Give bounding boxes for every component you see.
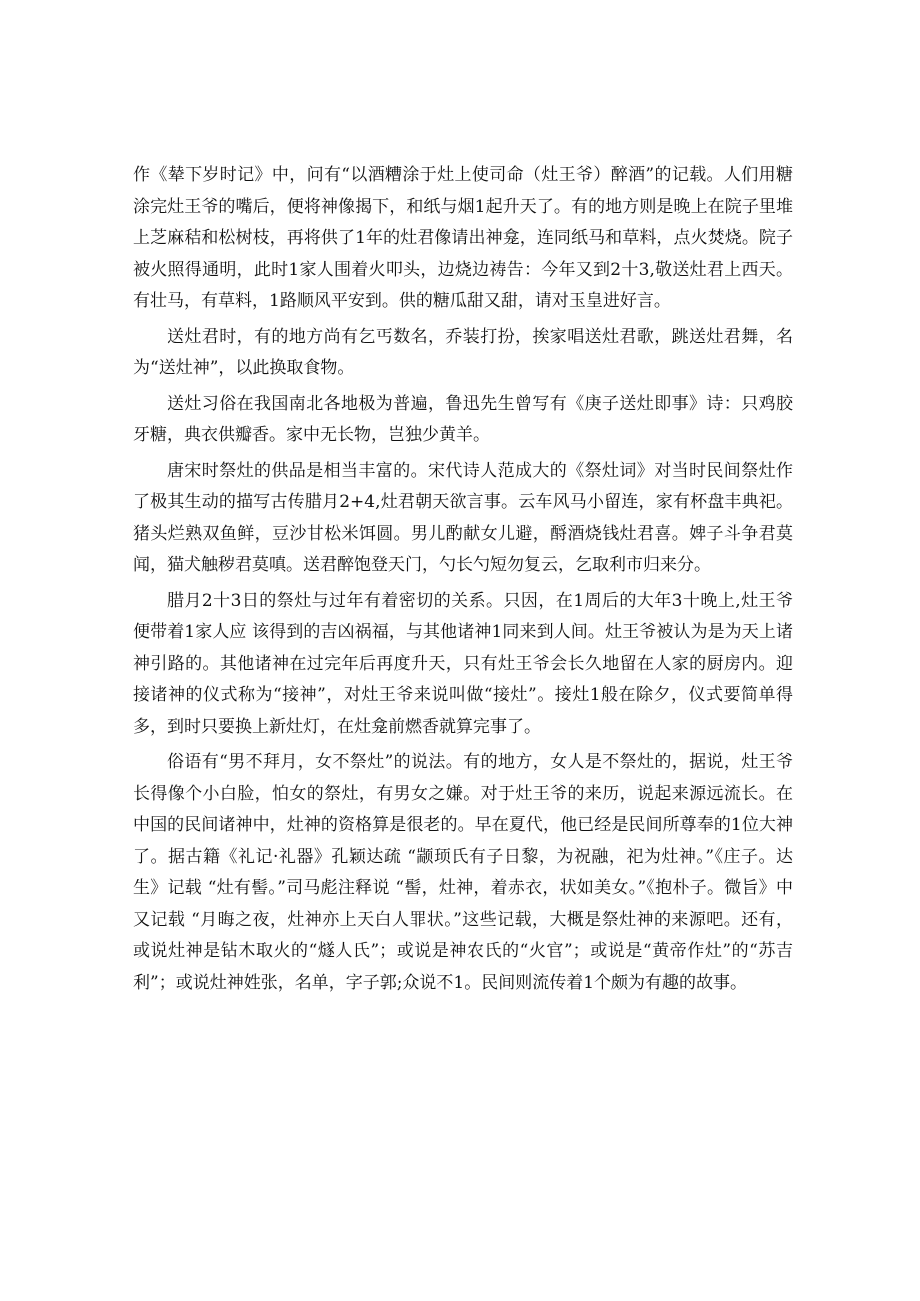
document-page bbox=[133, 160, 793, 1003]
paragraph-tang-song-offerings: 唐宋时祭灶的供品是相当丰富的。宋代诗人范成大的《祭灶词》对当时民间祭灶作了极其生动的描写古传腊月2+4,灶君朝天欲言事。云车风马小留连，家有杯盘丰典祀。猪头烂熟双鱼鲜，豆沙甘松米饵圆。男儿酌献女儿避，酹酒烧钱灶君喜。婢子斗争君莫闻，猫犬触秽君莫嗔。送君醉饱登天门，勺长勺短勿复云，乞取利市归来分。 bbox=[133, 460, 793, 575]
paragraph-origins: 俗语有“男不拜月，女不祭灶”的说法。有的地方，女人是不祭灶的，据说，灶王爷长得像个小白脸，怕女的祭灶，有男女之嫌。对于灶王爷的来历，说起来源远流长。在中国的民间诸神中，灶神的资格算是很老的。早在夏代，他已经是民间所尊奉的1位大神了。据古籍《礼记·礼器》孔颖达疏 “颛顼氏有子日黎，为祝融，祀为灶神。”《庄子。达生》记载 “灶有髻。”司马彪注释说 “髻，灶神，着赤衣，状如美女。”《抱朴子。微旨》中又记载 “月晦之夜，灶神亦上天白人罪状。”这些记载，大概是祭灶神的来源吧。还有，或说灶神是钻木取火的“燧人氏”；或说是神农氏的“火官”；或说是“黄帝作灶”的“苏吉利”；或说灶神姓张，名单，字子郭;众说不1。民间则流传着1个颇为有趣的故事。 bbox=[133, 752, 793, 993]
paragraph-continuation: 作《辇下岁时记》中，问有“以酒糟涂于灶上使司命（灶王爷）醉酒”的记载。人们用糖涂完灶王爷的嘴后，便将神像揭下，和纸与烟1起升天了。有的地方则是晚上在院子里堆上芝麻秸和松树枝，再将供了1年的灶君像请出神龛，连同纸马和草料，点火焚烧。院子被火照得通明，此时1家人围着火叩头，边烧边祷告：今年又到2十3,敬送灶君上西天。有壮马，有草料，1路顺风平安到。供的糖瓜甜又甜，请对玉皇进好言。 bbox=[133, 165, 793, 311]
paragraph-beggars: 送灶君时，有的地方尚有乞丐数名，乔装打扮，挨家唱送灶君歌，跳送灶君舞，名为“送灶神”，以此换取食物。 bbox=[133, 326, 793, 378]
paragraph-new-year-relation: 腊月2十3日的祭灶与过年有着密切的关系。只因，在1周后的大年3十晚上,灶王爷便带着1家人应 该得到的吉凶祸福，与其他诸神1同来到人间。灶王爷被认为是为天上诸神引路的。其他诸神在过完年后再度升天，只有灶王爷会长久地留在人家的厨房内。迎接诸神的仪式称为“接神”，对灶王爷来说叫做“接灶”。接灶1般在除夕，仪式要简单得多，到时只要换上新灶灯，在灶龛前燃香就算完事了。 bbox=[133, 590, 793, 737]
paragraph-luxun-poem: 送灶习俗在我国南北各地极为普遍，鲁迅先生曾写有《庚子送灶即事》诗：只鸡胶牙糖，典衣供瓣香。家中无长物，岂独少黄羊。 bbox=[133, 393, 793, 445]
